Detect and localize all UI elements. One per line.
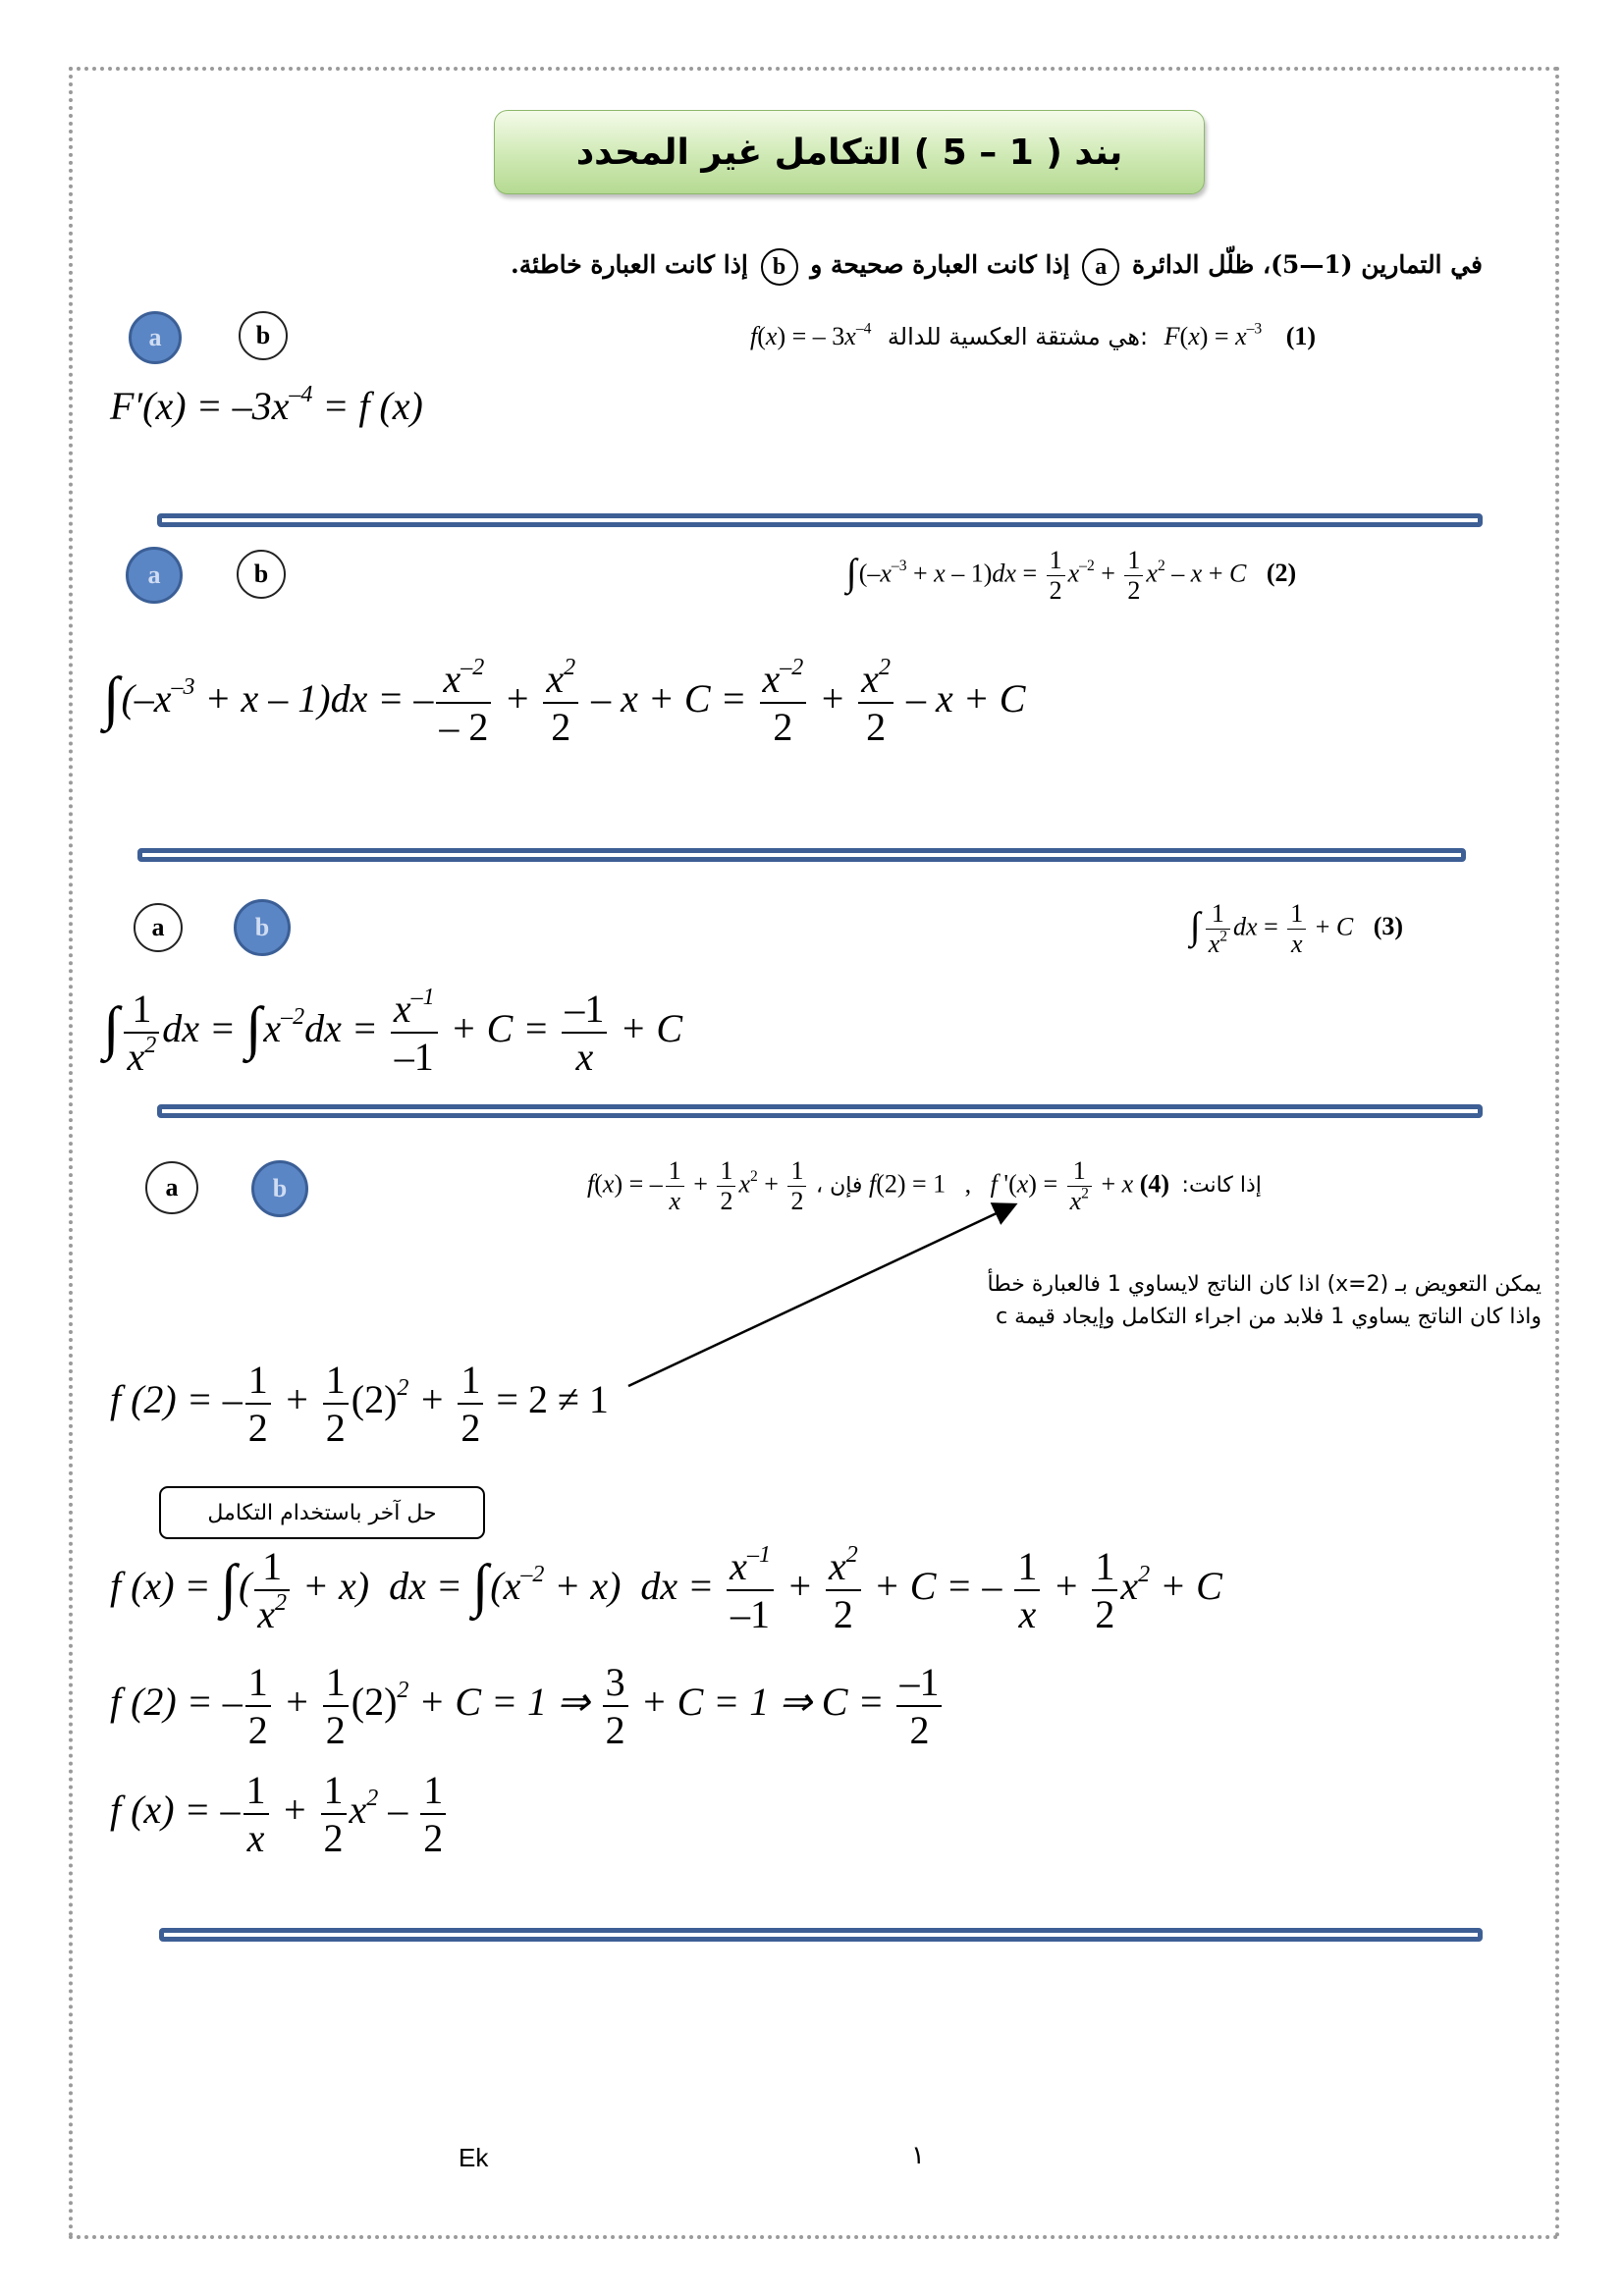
q4-result: f (x) = – $\frac{1}{x}$ + $\frac{1}{2}$ $x^2$ – $\frac{1}{2}$ [110, 1767, 449, 1861]
page-title: بند ( 1 – 5 ) التكامل غير المحدد [494, 110, 1205, 194]
instr-part2: إذا كانت العبارة صحيحة و [810, 250, 1070, 279]
q2-number: (2) [1266, 559, 1297, 588]
instr-choice-b: b [761, 248, 798, 286]
q1-number: (1) [1285, 322, 1317, 350]
q3-number: (3) [1373, 912, 1404, 941]
q1-solution: $F'(x) = -3x^{-4} = f$ (x) [110, 382, 423, 428]
q2-solution: $\int(-x^{-3} + x - 1)dx$ = – $\frac{x^{-2}}{- 2}$ + $\frac{x^2}{2}$ – x + C = $\frac{x^{-2}}{2}$ + $\frac{x^2}{2}$ – x + C [103, 655, 1026, 749]
footer-page-number: ١ [911, 2140, 925, 2169]
q3-solution: ∫ $\frac{1}{x^2}$ dx = $\int x^{-2}dx$ = $\frac{x^{-1}}{-1}$ + C = $\frac{-1}{x}$ + C [103, 985, 683, 1079]
q4-find-c: f (2) = – $\frac{1}{2}$ + $\frac{1}{2}$ $(2)^2 + C = 1$ ⇒ $\frac{3}{2}$ + C = 1 ⇒ C = $\frac{-1}{2}$ [110, 1659, 945, 1753]
q3-choice-b[interactable]: b [234, 899, 291, 956]
instr-choice-a: a [1082, 248, 1119, 286]
separator-4 [159, 1928, 1483, 1942]
hint-line-1: يمكن التعويض بـ (x=2) اذا كان الناتج لايساوي 1 فالعبارة خطأ [987, 1272, 1542, 1297]
alt-solution-label: حل آخر باستخدام التكامل [159, 1486, 485, 1539]
q4-statement: f(x) = – $\frac{1}{x}$ + $\frac{1}{2}$ $x^2$ + $\frac{1}{2}$ ، فإن f(2) = 1 , f '(x) = $\frac{1}{x^2}$ + x إذا كانت: (4) [587, 1156, 1262, 1215]
instr-part3: إذا كانت العبارة خاطئة. [511, 250, 748, 279]
q2-statement: $\int(-x^{-3} + x - 1)dx$ = $\frac{1}{2}$ $x^{-2}$ + $\frac{1}{2}$ $x^2 - x + C$ (2) [846, 546, 1297, 605]
q1-text: هي مشتقة العكسية للدالة: [887, 323, 1149, 350]
q2-choice-a[interactable]: a [126, 547, 183, 604]
q4-substitution: f (2) = – $\frac{1}{2}$ + $\frac{1}{2}$ $(2)^2$ + $\frac{1}{2}$ = 2 ≠ 1 [110, 1358, 609, 1450]
q1-choice-a[interactable]: a [129, 311, 182, 364]
q4-choice-b[interactable]: b [251, 1160, 308, 1217]
q1-statement: f(x) = – $3x^{-4}$ هي مشتقة العكسية للدالة: $F(x) = x^{-3}$ (1) [750, 320, 1317, 350]
q3-statement: ∫ $\frac{1}{x^2}$ dx = $\frac{1}{x}$ + C (3) [1190, 899, 1404, 958]
q4-choice-a[interactable]: a [145, 1161, 198, 1214]
q4-integration: f (x) = ∫( $\frac{1}{x^2}$ + x) dx = $\int(x^{-2} + x)$ dx = $\frac{x^{-1}}{-1}$ + $\frac{x^2}{2}$ + C = – $\frac{1}{x}$ + $\frac{1}{2}$ $x^2 + C$ [110, 1542, 1222, 1636]
q1-choice-b[interactable]: b [239, 311, 288, 360]
q4-number: (4) [1139, 1169, 1170, 1199]
hint-line-2: واذا كان الناتج يساوي 1 فلابد من اجراء التكامل وإيجاد قيمة c [996, 1305, 1542, 1329]
footer-author: Ek [459, 2143, 489, 2172]
instr-part1: في التمارين (1—5)، ظلّل الدائرة [1132, 250, 1483, 279]
q4-text-if: إذا كانت: [1181, 1173, 1262, 1199]
q3-choice-a[interactable]: a [134, 903, 183, 952]
q2-choice-b[interactable]: b [237, 550, 286, 599]
q4-text-then: ، فإن [815, 1173, 863, 1199]
